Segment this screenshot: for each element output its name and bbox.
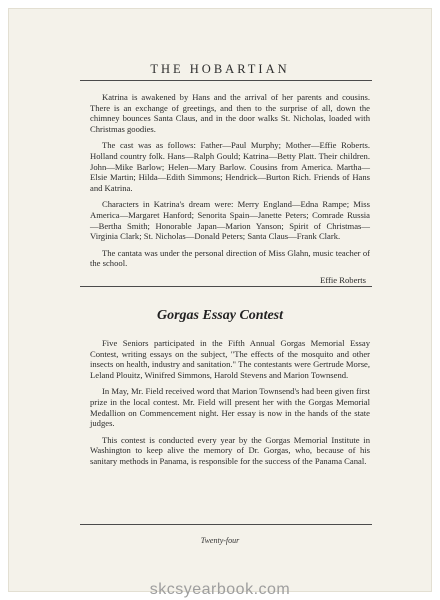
article-paragraph: The cantata was under the personal direction of Miss Glahn, music teacher of the school.	[90, 247, 370, 269]
header-rule	[80, 80, 372, 81]
article-paragraph: In May, Mr. Field received word that Marion Townsend's had been given first prize in the local contest. Mr. Field will present her with the Gorgas Memorial Medallion on Commencement night. Her essay is now in the hands of the state judges.	[90, 386, 370, 429]
section-title: Gorgas Essay Contest	[156, 308, 284, 323]
page-number: Twenty-four	[200, 536, 240, 545]
article-paragraph: Characters in Katrina's dream were: Merry England—Edna Rampe; Miss America—Margaret Hanford; Senorita Spain—Janette Peters; Comrade Russia—Bertha Smith; Honorable Japan—Marion Yanson; Spirit of Christmas—Virginia Clark; St. Nicholas—Donald Peters; Santa Claus—Frank Clark.	[90, 199, 370, 242]
site-watermark: skcsyearbook.com	[149, 581, 291, 598]
article-paragraph: Five Seniors participated in the Fifth Annual Gorgas Memorial Essay Contest, writing essays on the subject, "The effects of the mosquito and other insects on health, industry and sanitation." The contestants were Gertrude Morse, Leland Plouitz, Winifred Simmons, Harold Stevens and Marion Townsend.	[90, 338, 370, 380]
footer-rule	[80, 524, 372, 525]
cantata-article	[90, 92, 370, 292]
yearbook-page	[8, 8, 432, 592]
author-signature: Effie Roberts	[320, 274, 366, 285]
section-divider	[80, 286, 372, 287]
article-paragraph: Katrina is awakened by Hans and the arrival of her parents and cousins. There is an exchange of greetings, and then to the surprise of all, down the chimney bounces Santa Claus, and in the door walks St. Nicholas, loaded with Christmas goodies.	[90, 92, 370, 134]
article-paragraph: The cast was as follows: Father—Paul Murphy; Mother—Effie Roberts. Holland country folk. Hans—Ralph Gould; Katrina—Betty Platt. Their children. John—Mike Barlow; Helen—Mary Barlow. Cousins from America. Martha—Elsie Martin; Hilda—Edith Simmons; Hendrick—Burton Rich. Friends of Hans and Katrina.	[90, 140, 370, 193]
running-header: THE HOBARTIAN	[150, 62, 290, 76]
article-paragraph: This contest is conducted every year by the Gorgas Memorial Institute in Washington to keep alive the memory of Dr. Gorgas, who, because of his sanitary methods in Panama, is responsible for the success of the Panama Canal.	[90, 434, 370, 466]
essay-contest-article	[90, 338, 370, 473]
